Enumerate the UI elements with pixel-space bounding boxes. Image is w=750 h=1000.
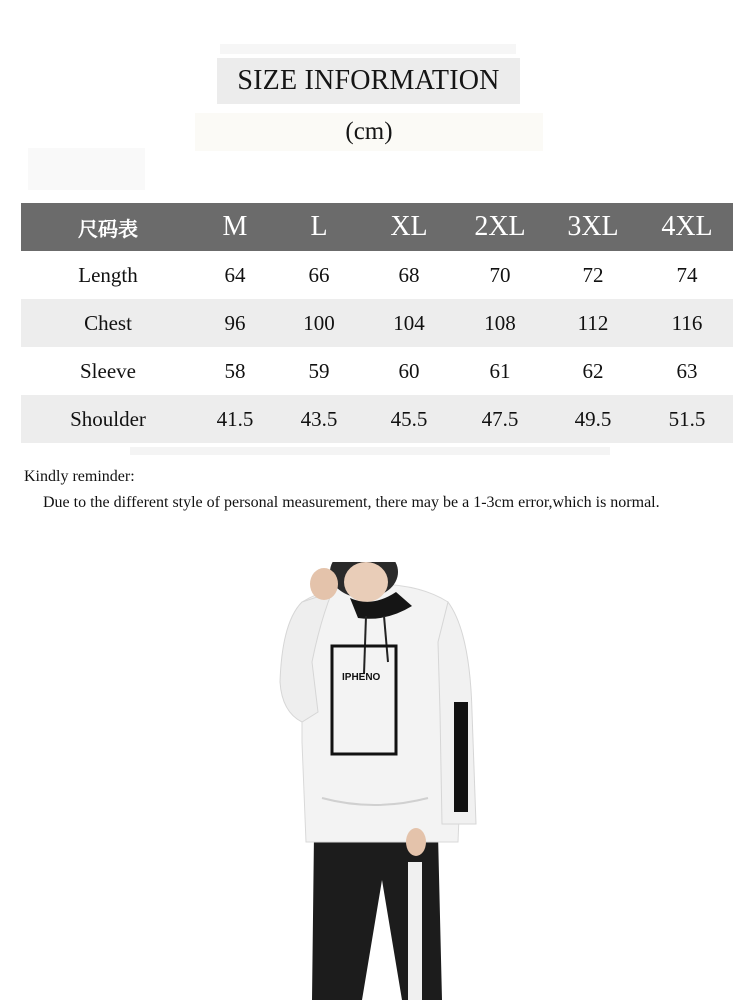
pants-side-stripe — [408, 862, 422, 1000]
size-table — [21, 203, 733, 443]
size-header-4xl: 4XL — [661, 211, 713, 242]
table-cell: 49.5 — [574, 406, 612, 431]
size-chart-label: 尺码表 — [78, 216, 138, 241]
hoodie-body — [302, 584, 462, 842]
table-row-length — [21, 251, 733, 299]
table-cell: 104 — [393, 310, 425, 335]
row-label: Sleeve — [80, 358, 136, 383]
table-row-chest — [21, 299, 733, 347]
right-hand — [406, 828, 426, 856]
table-cell: 68 — [398, 262, 420, 287]
table-cell: 64 — [224, 262, 246, 287]
reminder-title: Kindly reminder: — [24, 468, 135, 485]
table-cell: 47.5 — [481, 406, 519, 431]
hand — [310, 568, 338, 600]
hoodie-model-illustration — [262, 562, 488, 1000]
table-cell: 45.5 — [390, 406, 428, 431]
title-shadow — [220, 44, 516, 54]
pants — [312, 834, 442, 1000]
size-header-xl: XL — [390, 211, 428, 242]
table-row-shoulder — [21, 395, 733, 443]
table-cell: 96 — [224, 310, 246, 335]
product-photo — [262, 562, 488, 1000]
table-cell: 108 — [484, 310, 516, 335]
table-cell: 100 — [303, 310, 335, 335]
table-cell: 58 — [224, 358, 246, 383]
table-cell: 74 — [676, 262, 698, 287]
print-text: IPHENO — [342, 672, 381, 683]
table-cell: 41.5 — [216, 406, 254, 431]
table-footer-shadow — [130, 447, 610, 455]
table-cell: 112 — [577, 310, 609, 335]
size-header-2xl: 2XL — [474, 211, 526, 242]
size-header-m: M — [222, 211, 248, 242]
size-header-l: L — [310, 211, 328, 242]
table-cell: 61 — [489, 358, 511, 383]
row-label: Chest — [84, 310, 132, 335]
size-header-3xl: 3XL — [567, 211, 619, 242]
row-label: Shoulder — [70, 406, 146, 431]
face — [344, 562, 388, 602]
sleeve-stripe — [454, 702, 468, 812]
table-cell: 59 — [308, 358, 330, 383]
table-cell: 66 — [308, 262, 330, 287]
decorative-block — [28, 148, 145, 190]
table-cell: 72 — [582, 262, 604, 287]
table-cell: 70 — [489, 262, 511, 287]
table-cell: 60 — [398, 358, 420, 383]
row-label: Length — [78, 262, 138, 287]
unit-label: (cm) — [195, 113, 543, 151]
page-title: SIZE INFORMATION — [217, 58, 520, 104]
table-row-sleeve — [21, 347, 733, 395]
table-cell: 43.5 — [300, 406, 338, 431]
table-cell: 51.5 — [668, 406, 706, 431]
table-cell: 116 — [671, 310, 703, 335]
reminder-text: Due to the different style of personal measurement, there may be a 1-3cm error,which is normal. — [43, 494, 660, 511]
table-cell: 62 — [582, 358, 604, 383]
size-header-row — [21, 203, 733, 251]
table-cell: 63 — [676, 358, 698, 383]
